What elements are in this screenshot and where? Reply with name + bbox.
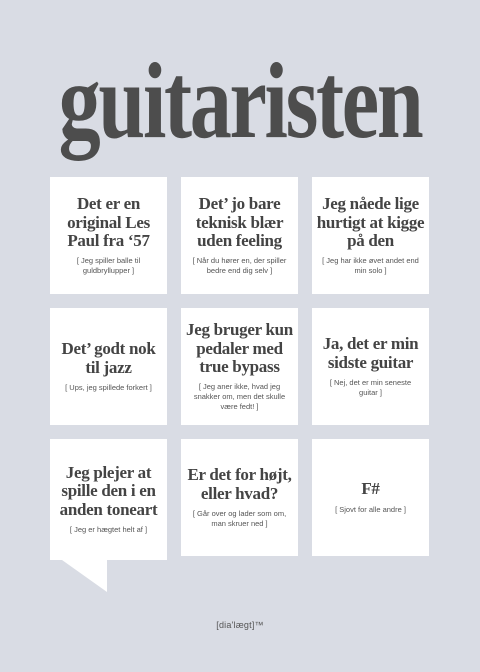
quote-translation: [ Går over og lader som om, man skruer ned ] (192, 509, 287, 528)
quote-translation: [ Jeg spiller balle til guldbryllupper ] (76, 256, 141, 276)
quote-card (181, 439, 298, 556)
quote-text: Det er en original Les Paul fra ‘57 (67, 194, 150, 250)
poster-title: guitaristen (58, 42, 422, 161)
quote-text: Er det for højt, eller hvad? (187, 465, 292, 503)
quote-translation: [ Sjovt for alle andre ] (335, 504, 406, 514)
quote-card (312, 439, 429, 556)
quote-text: Jeg plejer at spille den i en anden toneart (59, 463, 158, 519)
quote-text: Det’ jo bare teknisk blær uden feeling (195, 194, 284, 250)
quote-card (312, 177, 429, 294)
quote-card (50, 439, 167, 560)
quote-translation: [ Nej, det er min seneste guitar ] (329, 378, 412, 397)
quote-translation: [ Jeg aner ikke, hvad jeg snakker om, men det skulle være fedt! ] (193, 382, 286, 411)
quote-card (181, 308, 298, 425)
quote-card (50, 308, 167, 425)
quote-card (50, 177, 167, 294)
quote-card (181, 177, 298, 294)
quote-translation: [ Jeg har ikke øvet andet end min solo ] (322, 256, 419, 276)
quote-translation: [ Ups, jeg spillede forkert ] (65, 382, 152, 392)
quote-text: Jeg bruger kun pedaler med true bypass (186, 320, 293, 377)
speech-bubble-tail (62, 560, 107, 592)
quote-text: Det’ godt nok til jazz (61, 339, 156, 377)
quote-text: F# (361, 479, 380, 499)
quote-text: Ja, det er min sidste guitar (322, 334, 419, 372)
quote-translation: [ Jeg er hægtet helt af ] (69, 525, 148, 535)
quote-translation: [ Når du hører en, der spiller bedre end dig selv ] (192, 256, 287, 276)
quote-text: Jeg nåede lige hurtigt at kigge på den (316, 194, 425, 250)
brand-logo: [dia'lægt]™ (216, 620, 264, 630)
quote-card (312, 308, 429, 425)
